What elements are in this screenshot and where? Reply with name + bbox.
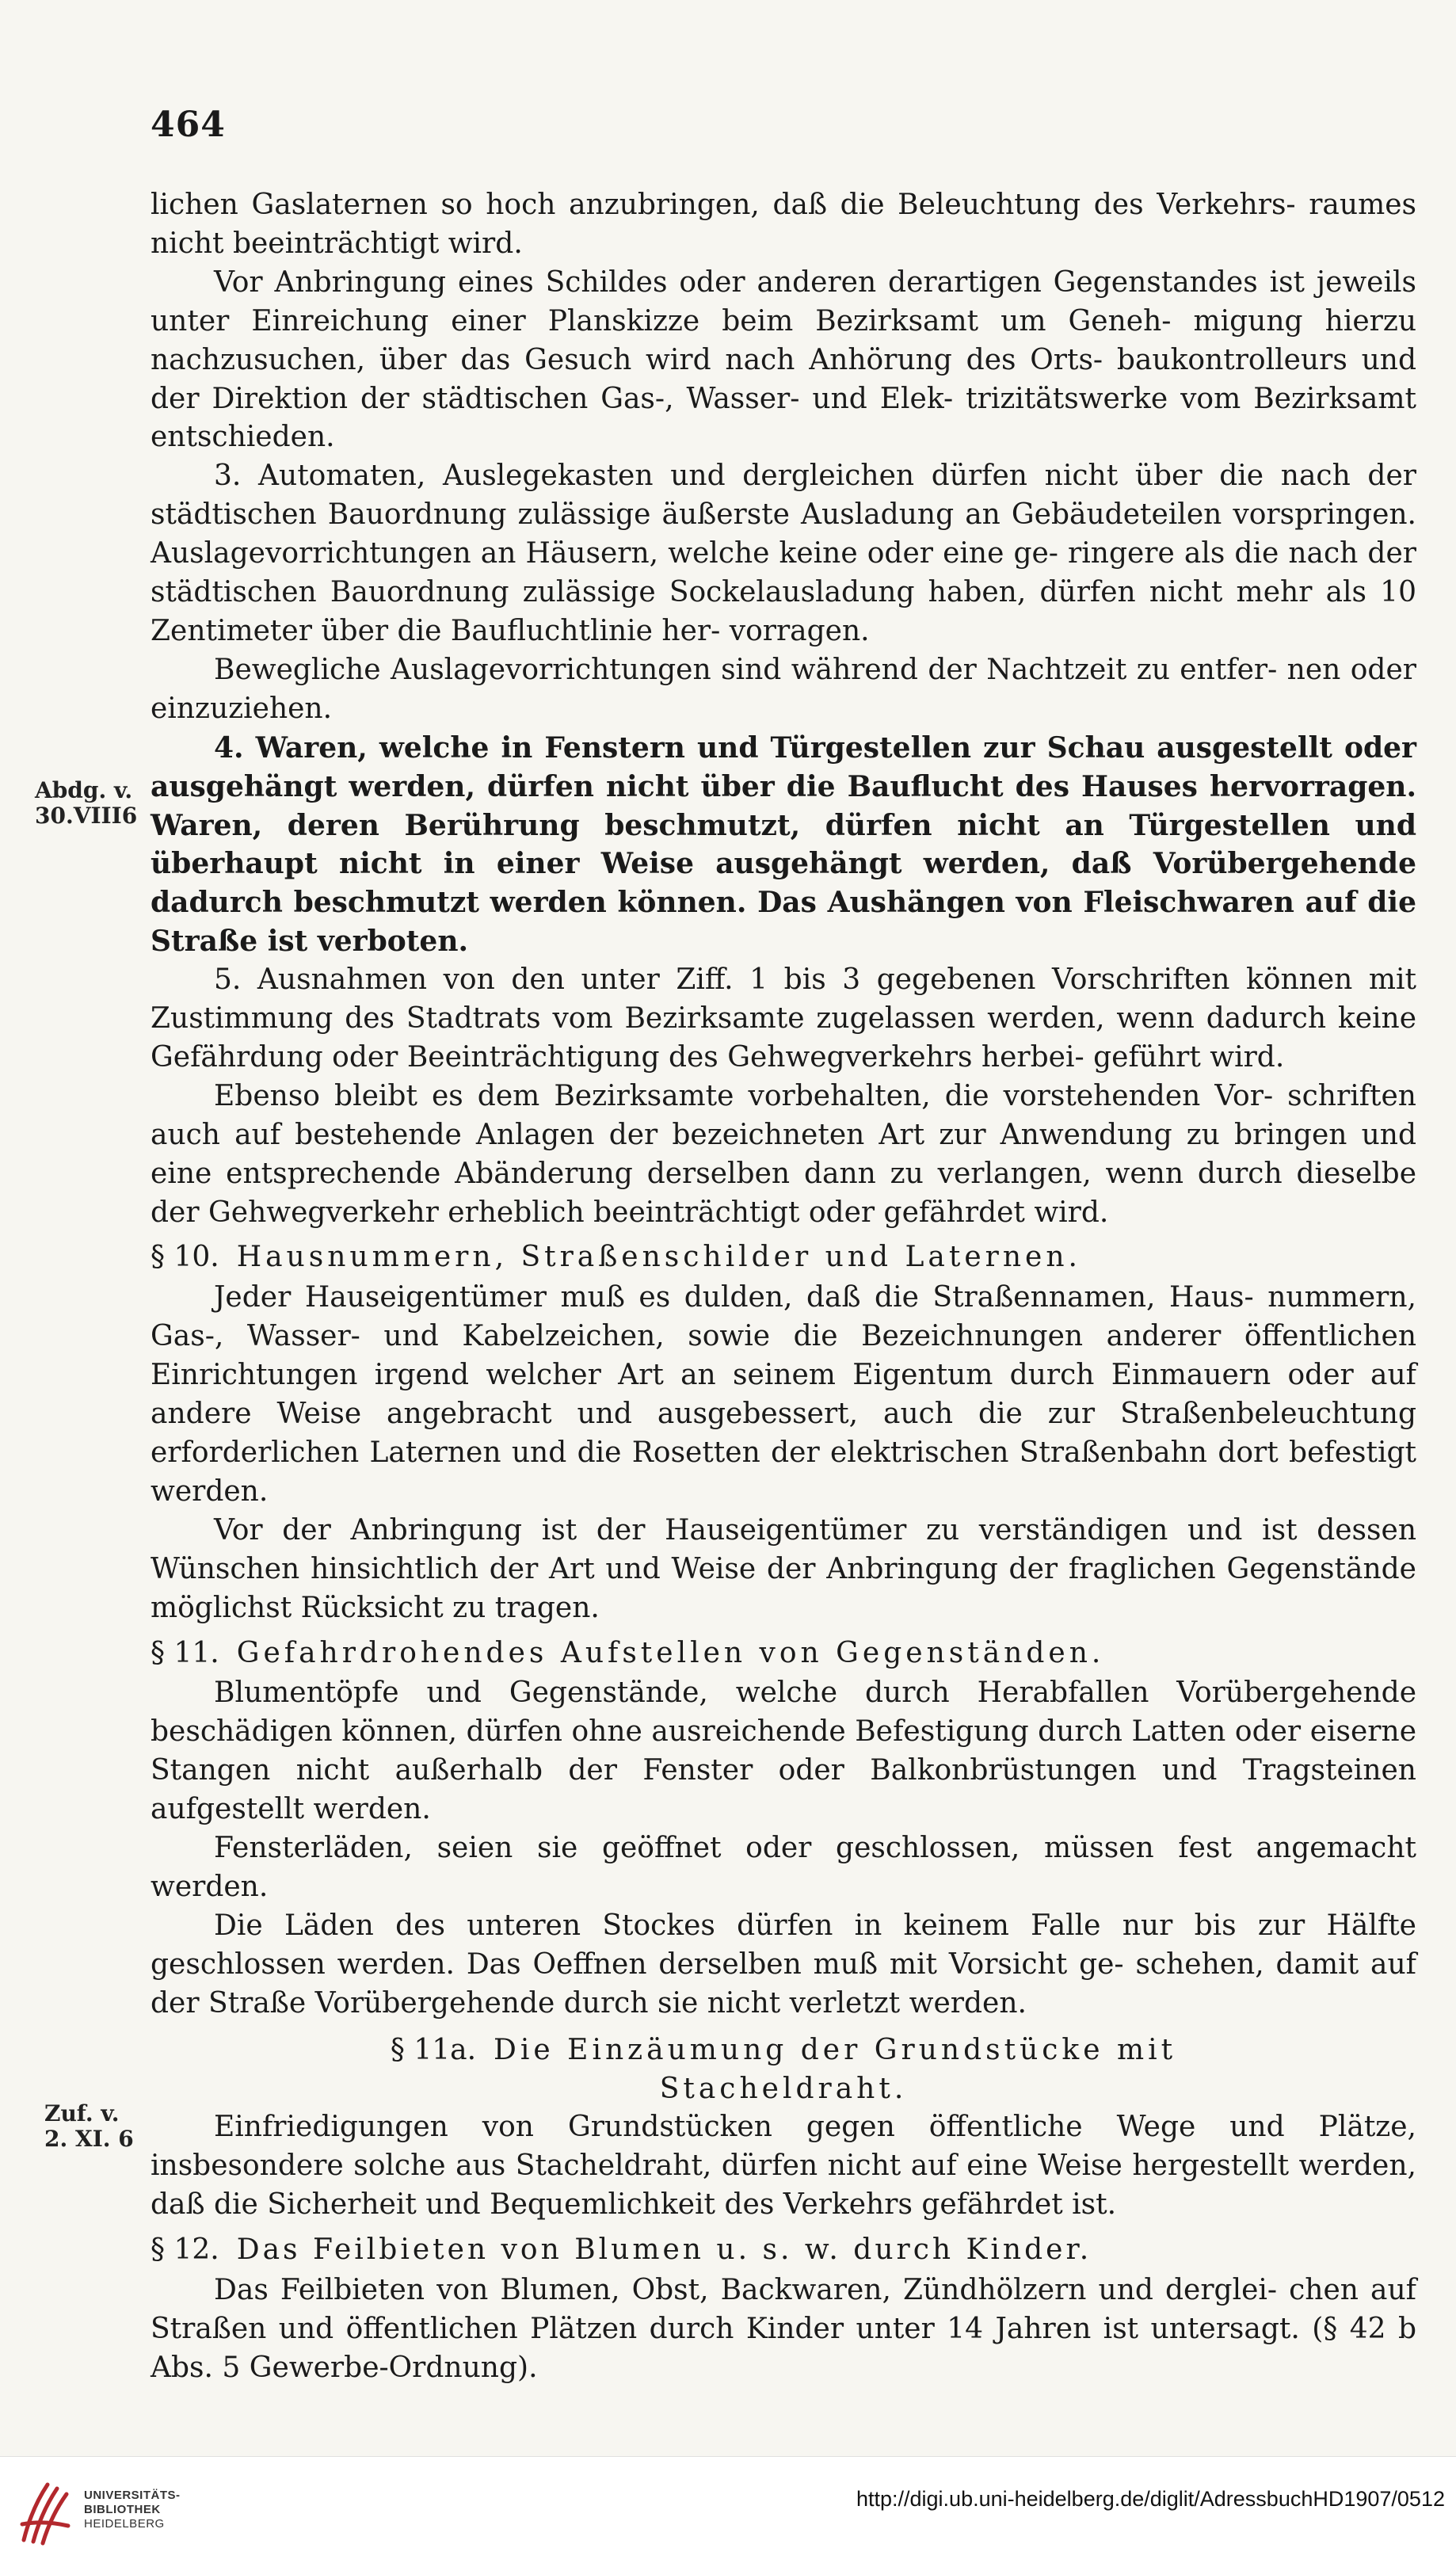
- paragraph: Fensterläden, seien sie geöffnet oder geschlossen, müssen fest angemacht werden.: [151, 1832, 1416, 1903]
- margin-note-amendment: Abdg. v. 30.VIII6: [35, 777, 138, 829]
- section-heading-11a: [151, 2023, 1416, 2070]
- logo-line: HEIDELBERG: [84, 2517, 165, 2531]
- paragraph: Vor Anbringung eines Schildes oder anderen derartigen Gegenstandes ist jeweils unter Einreichung einer Planskizze beim Bezirksamt um Geneh- migung hierzu nachzusuchen, über das Gesuch wird nach Anhörung des Orts- baukontrolleurs und der Direktion der städtischen Gas-, Wasser- und Elek- trizitätswerke vom Bezirksamt entschieden.: [151, 265, 1416, 454]
- section-title: Das Feilbieten von Blumen u. s. w. durch Kinder.: [236, 2233, 1092, 2267]
- section-heading-11: [151, 1628, 1416, 1675]
- logo-line: BIBLIOTHEK: [84, 2503, 161, 2516]
- paragraph: Die Läden des unteren Stockes dürfen in keinem Falle nur bis zur Hälfte geschlossen werden. Das Oeffnen derselben muß mit Vorsicht ge- schehen, damit auf der Straße Vorübergehende durch sie nicht verletzt werden.: [151, 1909, 1416, 2020]
- page-body: [151, 186, 1416, 2388]
- section-heading-10: [151, 1232, 1416, 1279]
- source-url-link[interactable]: http://digi.ub.uni-heidelberg.de/diglit/AdressbuchHD1907/0512: [856, 2487, 1445, 2511]
- paragraph: Ebenso bleibt es dem Bezirksamte vorbehalten, die vorstehenden Vor- schriften auch auf bestehende Anlagen der bezeichneten Art zur Anwendung zu bringen und eine entsprechende Abänderung derselben dann zu verlangen, wenn durch dieselbe der Gehwegverkehr erheblich beeinträchtigt oder gefährdet wird.: [151, 1079, 1416, 1229]
- section-heading-11a-continued: Stacheldraht.: [659, 2072, 908, 2105]
- paragraph: Bewegliche Auslagevorrichtungen sind während der Nachtzeit zu entfer- nen oder einzuziehen.: [151, 653, 1416, 725]
- paragraph-amended: 4. Waren, welche in Fenstern und Türgestellen zur Schau ausgestellt oder ausgehängt werden, dürfen nicht über die Bauflucht des Hauses hervorragen. Waren, deren Berührung beschmutzt, dürfen nicht an Türgestellen und überhaupt nicht in einer Weise ausgehängt werden, daß Vorübergehende dadurch beschmutzt werden können. Das Aushängen von Fleischwaren auf die Straße ist verboten.: [151, 730, 1416, 959]
- page-number: 464: [151, 105, 226, 145]
- section-title: Gefahrdrohendes Aufstellen von Gegenständen.: [236, 1636, 1105, 1669]
- paragraph: lichen Gaslaternen so hoch anzubringen, daß die Beleuchtung des Verkehrs- raumes nicht beeinträchtigt wird.: [151, 189, 1416, 260]
- section-title: Die Einzäumung der Grundstücke mit: [494, 2033, 1177, 2066]
- section-heading-12: [151, 2225, 1416, 2271]
- library-logo-icon: [16, 2477, 75, 2548]
- section-number: § 10.: [151, 1241, 219, 1274]
- section-number: § 11.: [151, 1636, 219, 1669]
- paragraph: Blumentöpfe und Gegenstände, welche durch Herabfallen Vorübergehende beschädigen können, dürfen ohne ausreichende Befestigung durch Latten oder eiserne Stangen nicht außerhalb der Fenster oder Balkonbrüstungen und Tragsteinen aufgestellt werden.: [151, 1676, 1416, 1826]
- logo-line: UNIVERSITÄTS-: [84, 2489, 181, 2502]
- margin-note-addition: Zuf. v. 2. XI. 6: [44, 2100, 134, 2152]
- library-logo[interactable]: [16, 2473, 181, 2552]
- section-number: § 12.: [151, 2233, 219, 2267]
- paragraph: 5. Ausnahmen von den unter Ziff. 1 bis 3 gegebenen Vorschriften können mit Zustimmung des Stadtrats vom Bezirksamte zugelassen werden, wenn dadurch keine Gefährdung oder Beeinträchtigung des Gehwegverkehrs herbei- geführt wird.: [151, 963, 1416, 1074]
- section-number: § 11a.: [390, 2033, 477, 2066]
- paragraph: Vor der Anbringung ist der Hauseigentümer zu verständigen und ist dessen Wünschen hinsichtlich der Art und Weise der Anbringung der fraglichen Gegenstände möglichst Rücksicht zu tragen.: [151, 1513, 1416, 1624]
- viewer-footer: [0, 2456, 1456, 2567]
- library-logo-text: [84, 2489, 181, 2531]
- paragraph: Jeder Hauseigentümer muß es dulden, daß die Straßennamen, Haus- nummern, Gas-, Wasser- und Kabelzeichen, sowie die Bezeichnungen anderer öffentlichen Einrichtungen irgend welcher Art an seinem Eigentum durch Einmauern oder auf andere Weise angebracht und ausgebessert, auch die zur Straßenbeleuchtung erforderlichen Laternen und die Rosetten der elektrischen Straßenbahn dort befestigt werden.: [151, 1281, 1416, 1508]
- section-title: Hausnummern, Straßenschilder und Laternen.: [236, 1241, 1081, 1274]
- paragraph: Das Feilbieten von Blumen, Obst, Backwaren, Zündhölzern und derglei- chen auf Straßen und öffentlichen Plätzen durch Kinder unter 14 Jahren ist untersagt. (§ 42 b Abs. 5 Gewerbe-Ordnung).: [151, 2274, 1416, 2384]
- paragraph: Einfriedigungen von Grundstücken gegen öffentliche Wege und Plätze, insbesondere solche aus Stacheldraht, dürfen nicht auf eine Weise hergestellt werden, daß die Sicherheit und Bequemlichkeit des Verkehrs gefährdet ist.: [151, 2111, 1416, 2222]
- paragraph: 3. Automaten, Auslegekasten und dergleichen dürfen nicht über die nach der städtischen Bauordnung zulässige äußerste Ausladung an Gebäudeteilen vorspringen. Auslagevorrichtungen an Häusern, welche keine oder eine ge- ringere als die nach der städtischen Bauordnung zulässige Sockelausladung haben, dürfen nicht mehr als 10 Zentimeter über die Baufluchtlinie her- vorragen.: [151, 460, 1416, 647]
